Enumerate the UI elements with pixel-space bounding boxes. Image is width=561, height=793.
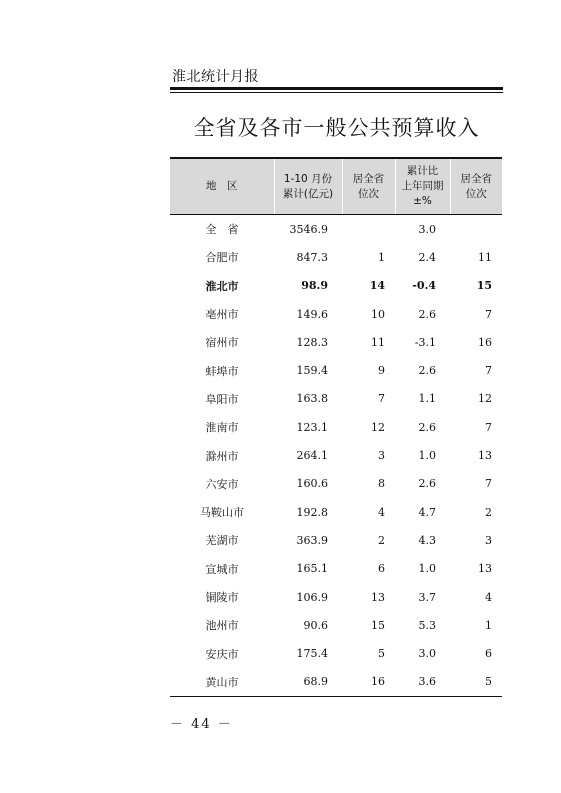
yoy-rank-cell: 1 (485, 618, 492, 632)
yoy-change-cell: 2.6 (418, 307, 436, 321)
header-rule-thick (170, 87, 503, 90)
rank-cell: 8 (378, 477, 385, 491)
cumulative-value-cell: 3546.9 (289, 222, 328, 236)
yoy-change-cell: -3.1 (414, 335, 436, 349)
table-row (170, 583, 502, 611)
yoy-change-cell: 1.1 (418, 392, 436, 406)
cumulative-value-cell: 68.9 (274, 668, 342, 697)
yoy-rank-cell: 6 (485, 647, 492, 661)
yoy-change-cell: 1.0 (418, 449, 436, 463)
table-row (170, 498, 502, 526)
rank-cell: 5 (378, 647, 385, 661)
cumulative-value-cell: 123.1 (296, 420, 328, 434)
cumulative-value-cell: 165.1 (296, 562, 328, 576)
budget-revenue-table (170, 157, 502, 697)
yoy-change-cell: 3.7 (418, 590, 436, 604)
table-row (170, 470, 502, 498)
yoy-rank-cell: 16 (478, 335, 492, 349)
cumulative-value-cell: 160.6 (296, 477, 328, 491)
yoy-rank-cell: 7 (485, 364, 492, 378)
table-row (170, 243, 502, 271)
cumulative-value-cell: 90.6 (303, 618, 328, 632)
yoy-change-cell: 4.3 (418, 533, 436, 547)
table-row (170, 215, 502, 244)
rank-cell: 16 (342, 668, 395, 697)
yoy-rank-cell (450, 215, 502, 244)
yoy-change-cell: 2.6 (418, 420, 436, 434)
table-row (170, 526, 502, 554)
region-cell: 铜陵市 (205, 591, 239, 604)
table-row (170, 555, 502, 583)
yoy-rank-cell: 5 (450, 668, 502, 697)
page-number: － 44 － (170, 717, 233, 732)
region-cell: 淮南市 (205, 421, 239, 435)
yoy-change-cell: 2.6 (418, 477, 436, 491)
cumulative-value-cell: 264.1 (296, 449, 328, 463)
rank-cell: 7 (378, 392, 385, 406)
region-cell: 六安市 (205, 477, 239, 491)
cumulative-value-cell: 159.4 (296, 364, 328, 378)
rank-cell: 14 (369, 279, 385, 293)
region-cell: 黄山市 (170, 668, 274, 697)
yoy-change-cell: 2.6 (418, 364, 436, 378)
cumulative-value-cell: 128.3 (296, 335, 328, 349)
yoy-change-cell: 2.4 (418, 250, 436, 264)
table-header-row (170, 158, 502, 215)
yoy-rank-cell: 4 (485, 590, 492, 604)
table-row (170, 300, 502, 328)
table-row (170, 413, 502, 441)
cumulative-value-cell: 363.9 (296, 533, 328, 547)
region-cell: 池州市 (205, 619, 239, 633)
rank-cell (342, 215, 395, 244)
cumulative-value-cell: 149.6 (296, 307, 328, 321)
rank-cell: 6 (378, 562, 385, 576)
yoy-change-cell: -0.4 (412, 279, 436, 293)
rank-cell: 3 (378, 449, 385, 463)
table-row (170, 668, 502, 697)
table-row (170, 385, 502, 413)
yoy-rank-cell: 7 (485, 307, 492, 321)
cumulative-value-cell: 847.3 (296, 250, 328, 264)
running-header: 淮北统计月报 (172, 69, 259, 85)
rank-cell: 15 (371, 618, 385, 632)
rank-cell: 10 (371, 307, 385, 321)
rank-cell: 9 (378, 364, 385, 378)
region-cell: 蚌埠市 (205, 364, 239, 378)
yoy-rank-cell: 13 (478, 449, 492, 463)
region-cell: 滁州市 (205, 449, 239, 463)
yoy-rank-cell: 7 (485, 420, 492, 434)
table-row (170, 356, 502, 384)
header-cumulative: 1-10 月份 累计(亿元) (274, 158, 342, 215)
header-yoy-change: 累计比 上年同期 ±% (395, 158, 450, 215)
yoy-change-cell: 3.0 (418, 647, 436, 661)
yoy-rank-cell: 3 (485, 533, 492, 547)
header-region: 地 区 (170, 158, 274, 215)
region-cell: 合肥市 (205, 251, 239, 265)
rank-cell: 2 (378, 533, 385, 547)
cumulative-value-cell: 175.4 (296, 647, 328, 661)
region-cell: 芜湖市 (205, 534, 239, 548)
yoy-rank-cell: 12 (478, 392, 492, 406)
table-row (170, 441, 502, 469)
yoy-change-cell: 3.0 (418, 222, 436, 236)
yoy-change-cell: 5.3 (418, 618, 436, 632)
yoy-rank-cell: 13 (478, 562, 492, 576)
region-cell: 安庆市 (205, 647, 239, 661)
region-cell: 阜阳市 (205, 392, 239, 406)
yoy-rank-cell: 11 (478, 250, 492, 264)
cumulative-value-cell: 106.9 (296, 590, 328, 604)
cumulative-value-cell: 163.8 (296, 392, 328, 406)
region-cell: 全 省 (205, 223, 239, 237)
yoy-rank-cell: 7 (485, 477, 492, 491)
yoy-change-cell: 3.6 (395, 668, 450, 697)
rank-cell: 1 (378, 250, 385, 264)
rank-cell: 4 (378, 505, 385, 519)
header-rank: 居全省 位次 (342, 158, 395, 215)
yoy-rank-cell: 15 (476, 279, 492, 293)
cumulative-value-cell: 98.9 (301, 279, 328, 293)
rank-cell: 12 (371, 420, 385, 434)
rank-cell: 11 (371, 335, 385, 349)
table-row (170, 272, 502, 300)
rank-cell: 13 (371, 590, 385, 604)
table-row (170, 611, 502, 639)
cumulative-value-cell: 192.8 (296, 505, 328, 519)
yoy-rank-cell: 2 (485, 505, 492, 519)
page-title: 全省及各市一般公共预算收入 (193, 116, 480, 140)
table-row (170, 328, 502, 356)
region-cell: 淮北市 (205, 279, 239, 293)
yoy-change-cell: 1.0 (418, 562, 436, 576)
region-cell: 马鞍山市 (200, 506, 244, 520)
header-rule-thin (170, 92, 503, 93)
header-yoy-rank: 居全省 位次 (450, 158, 502, 215)
region-cell: 宿州市 (205, 336, 239, 350)
table-row (170, 639, 502, 667)
region-cell: 亳州市 (205, 308, 239, 322)
yoy-change-cell: 4.7 (418, 505, 436, 519)
region-cell: 宣城市 (205, 562, 239, 576)
